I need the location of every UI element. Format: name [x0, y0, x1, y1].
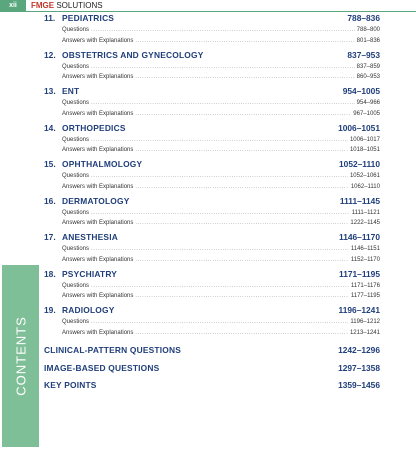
toc-subentry[interactable]: [44, 257, 380, 268]
dot-leader: [91, 246, 349, 252]
chapter-title: DERMATOLOGY: [62, 195, 130, 206]
subentry-pages: 1152–1170: [350, 256, 380, 263]
subentry-label: Answers with Explanations: [62, 293, 134, 300]
chapter-number: 12.: [44, 49, 56, 60]
subentry-label: Questions: [62, 100, 90, 106]
chapter-number: 17.: [44, 232, 56, 242]
page-header: [0, 0, 416, 12]
subentry-label: Questions: [62, 173, 90, 179]
toc-subentry[interactable]: [44, 184, 380, 195]
chapter-number: 14.: [44, 122, 56, 133]
subentry-pages: 1018–1051: [349, 147, 380, 154]
subentry-pages: 1196–1212: [350, 319, 380, 325]
dot-leader: [91, 64, 355, 70]
subentry-label: Answers with Explanations: [62, 147, 134, 154]
section-pages: 1297–1358: [338, 362, 380, 373]
section-title: KEY POINTS: [44, 380, 97, 390]
chapter-title: PSYCHIATRY: [62, 268, 118, 279]
chapter-number: 19.: [44, 305, 56, 315]
chapter-heading[interactable]: [44, 13, 380, 27]
subentry-pages: 1111–1121: [351, 209, 380, 216]
chapter-pages: 1196–1241: [338, 305, 380, 315]
subentry-label: Answers with Explanations: [62, 183, 134, 190]
chapter-entry: [44, 305, 380, 342]
toc-subentry[interactable]: [44, 38, 380, 49]
chapter-number: 13.: [44, 86, 56, 96]
subentry-pages: 1006–1017: [349, 136, 380, 143]
running-title-brand: FMGE: [31, 1, 55, 10]
toc-subentry[interactable]: [44, 137, 380, 148]
dot-leader: [91, 210, 350, 216]
subentry-pages: 837–859: [356, 63, 380, 70]
section-pages: 1359–1456: [338, 380, 380, 390]
toc-subentry[interactable]: [44, 173, 380, 184]
chapter-pages: 1146–1170: [339, 232, 380, 242]
subentry-pages: 801–836: [356, 37, 380, 44]
subentry-label: Questions: [62, 27, 90, 33]
subentry-pages: 1052–1061: [349, 173, 380, 179]
chapter-heading[interactable]: [44, 50, 380, 64]
chapter-entry: [44, 123, 380, 160]
dot-leader: [135, 74, 354, 80]
dot-leader: [91, 283, 349, 289]
chapter-entry: [44, 13, 380, 50]
toc-subentry[interactable]: [44, 64, 380, 75]
chapter-entry: [44, 86, 380, 123]
chapter-title: ENT: [62, 86, 80, 96]
toc-subentry[interactable]: [44, 74, 380, 85]
chapter-title: OBSTETRICS AND GYNECOLOGY: [62, 49, 204, 60]
subentry-pages: 860–953: [356, 74, 380, 81]
dot-leader: [135, 111, 351, 117]
toc-subentry[interactable]: [44, 319, 380, 330]
dot-leader: [91, 100, 355, 106]
subentry-label: Questions: [62, 63, 90, 70]
chapter-pages: 1052–1110: [339, 159, 380, 169]
subentry-label: Answers with Explanations: [62, 256, 134, 263]
chapter-pages: 788–836: [347, 13, 380, 23]
contents-side-tab-label: CONTENTS: [13, 316, 28, 396]
subentry-label: Answers with Explanations: [62, 220, 134, 227]
chapter-pages: 837–953: [347, 49, 380, 60]
chapter-heading[interactable]: [44, 232, 380, 246]
subentry-pages: 1177–1195: [350, 293, 380, 300]
section-entry: [44, 377, 380, 395]
subentry-label: Questions: [62, 136, 90, 143]
subentry-pages: 1062–1110: [350, 183, 380, 190]
chapter-number: 15.: [44, 159, 56, 169]
toc-subentry[interactable]: [44, 210, 380, 221]
subentry-pages: 1213–1241: [349, 329, 380, 336]
subentry-label: Questions: [62, 246, 90, 252]
section-entry: [44, 359, 380, 377]
chapter-number: 18.: [44, 268, 56, 279]
dot-leader: [91, 137, 348, 143]
dot-leader: [135, 257, 348, 263]
subentry-pages: 788–800: [356, 27, 380, 33]
toc-subentry[interactable]: [44, 100, 380, 111]
chapter-pages: 1171–1195: [339, 268, 380, 279]
section-heading[interactable]: [44, 359, 380, 376]
chapter-heading[interactable]: [44, 305, 380, 319]
page-number: xii: [0, 0, 26, 11]
toc-subentry[interactable]: [44, 293, 380, 304]
subentry-pages: 1146–1151: [350, 246, 380, 252]
toc-subentry[interactable]: [44, 220, 380, 231]
chapter-heading[interactable]: [44, 159, 380, 173]
chapter-entry: [44, 196, 380, 233]
contents-side-tab: [2, 265, 39, 447]
subentry-pages: 967–1005: [353, 110, 380, 117]
chapter-entry: [44, 269, 380, 306]
toc-subentry[interactable]: [44, 111, 380, 122]
chapter-heading[interactable]: [44, 269, 380, 283]
chapter-title: ORTHOPEDICS: [62, 122, 126, 133]
toc-subentry[interactable]: [44, 283, 380, 294]
subentry-label: Answers with Explanations: [62, 329, 134, 336]
chapter-title: ANESTHESIA: [62, 232, 118, 242]
subentry-label: Answers with Explanations: [62, 110, 134, 117]
chapter-heading[interactable]: [44, 196, 380, 210]
section-heading[interactable]: [44, 342, 380, 359]
table-of-contents: [44, 13, 380, 394]
subentry-pages: 1171–1176: [350, 282, 380, 289]
chapter-pages: 1111–1145: [339, 195, 380, 206]
dot-leader: [91, 319, 348, 325]
subentry-label: Answers with Explanations: [62, 37, 134, 44]
dot-leader: [135, 330, 348, 336]
chapter-number: 11.: [44, 13, 56, 23]
chapter-entry: [44, 50, 380, 87]
chapter-pages: 1006–1051: [338, 122, 380, 133]
dot-leader: [135, 220, 348, 226]
dot-leader: [135, 38, 354, 44]
dot-leader: [135, 147, 348, 153]
chapter-heading[interactable]: [44, 123, 380, 137]
dot-leader: [135, 184, 348, 190]
toc-subentry[interactable]: [44, 330, 380, 341]
dot-leader: [91, 173, 348, 179]
running-title-rest: SOLUTIONS: [54, 1, 103, 10]
toc-subentry[interactable]: [44, 246, 380, 257]
subentry-label: Questions: [62, 282, 90, 289]
chapter-number: 16.: [44, 195, 56, 206]
running-title: [31, 0, 103, 11]
chapter-title: OPHTHALMOLOGY: [62, 159, 143, 169]
section-entry: [44, 342, 380, 360]
section-heading[interactable]: [44, 377, 380, 394]
toc-subentry[interactable]: [44, 27, 380, 38]
section-title: IMAGE-BASED QUESTIONS: [44, 362, 160, 373]
subentry-pages: 954–966: [356, 100, 380, 106]
section-pages: 1242–1296: [338, 345, 380, 355]
chapter-entry: [44, 159, 380, 196]
chapter-title: RADIOLOGY: [62, 305, 115, 315]
dot-leader: [135, 293, 348, 299]
chapter-entry: [44, 232, 380, 269]
toc-subentry[interactable]: [44, 147, 380, 158]
subentry-label: Questions: [62, 209, 90, 216]
subentry-label: Answers with Explanations: [62, 74, 134, 81]
chapter-heading[interactable]: [44, 86, 380, 100]
dot-leader: [91, 27, 355, 33]
chapter-pages: 954–1005: [342, 86, 380, 96]
subentry-pages: 1222–1145: [350, 220, 380, 227]
section-title: CLINICAL-PATTERN QUESTIONS: [44, 345, 182, 355]
subentry-label: Questions: [62, 319, 90, 325]
chapter-title: PEDIATRICS: [62, 13, 115, 23]
